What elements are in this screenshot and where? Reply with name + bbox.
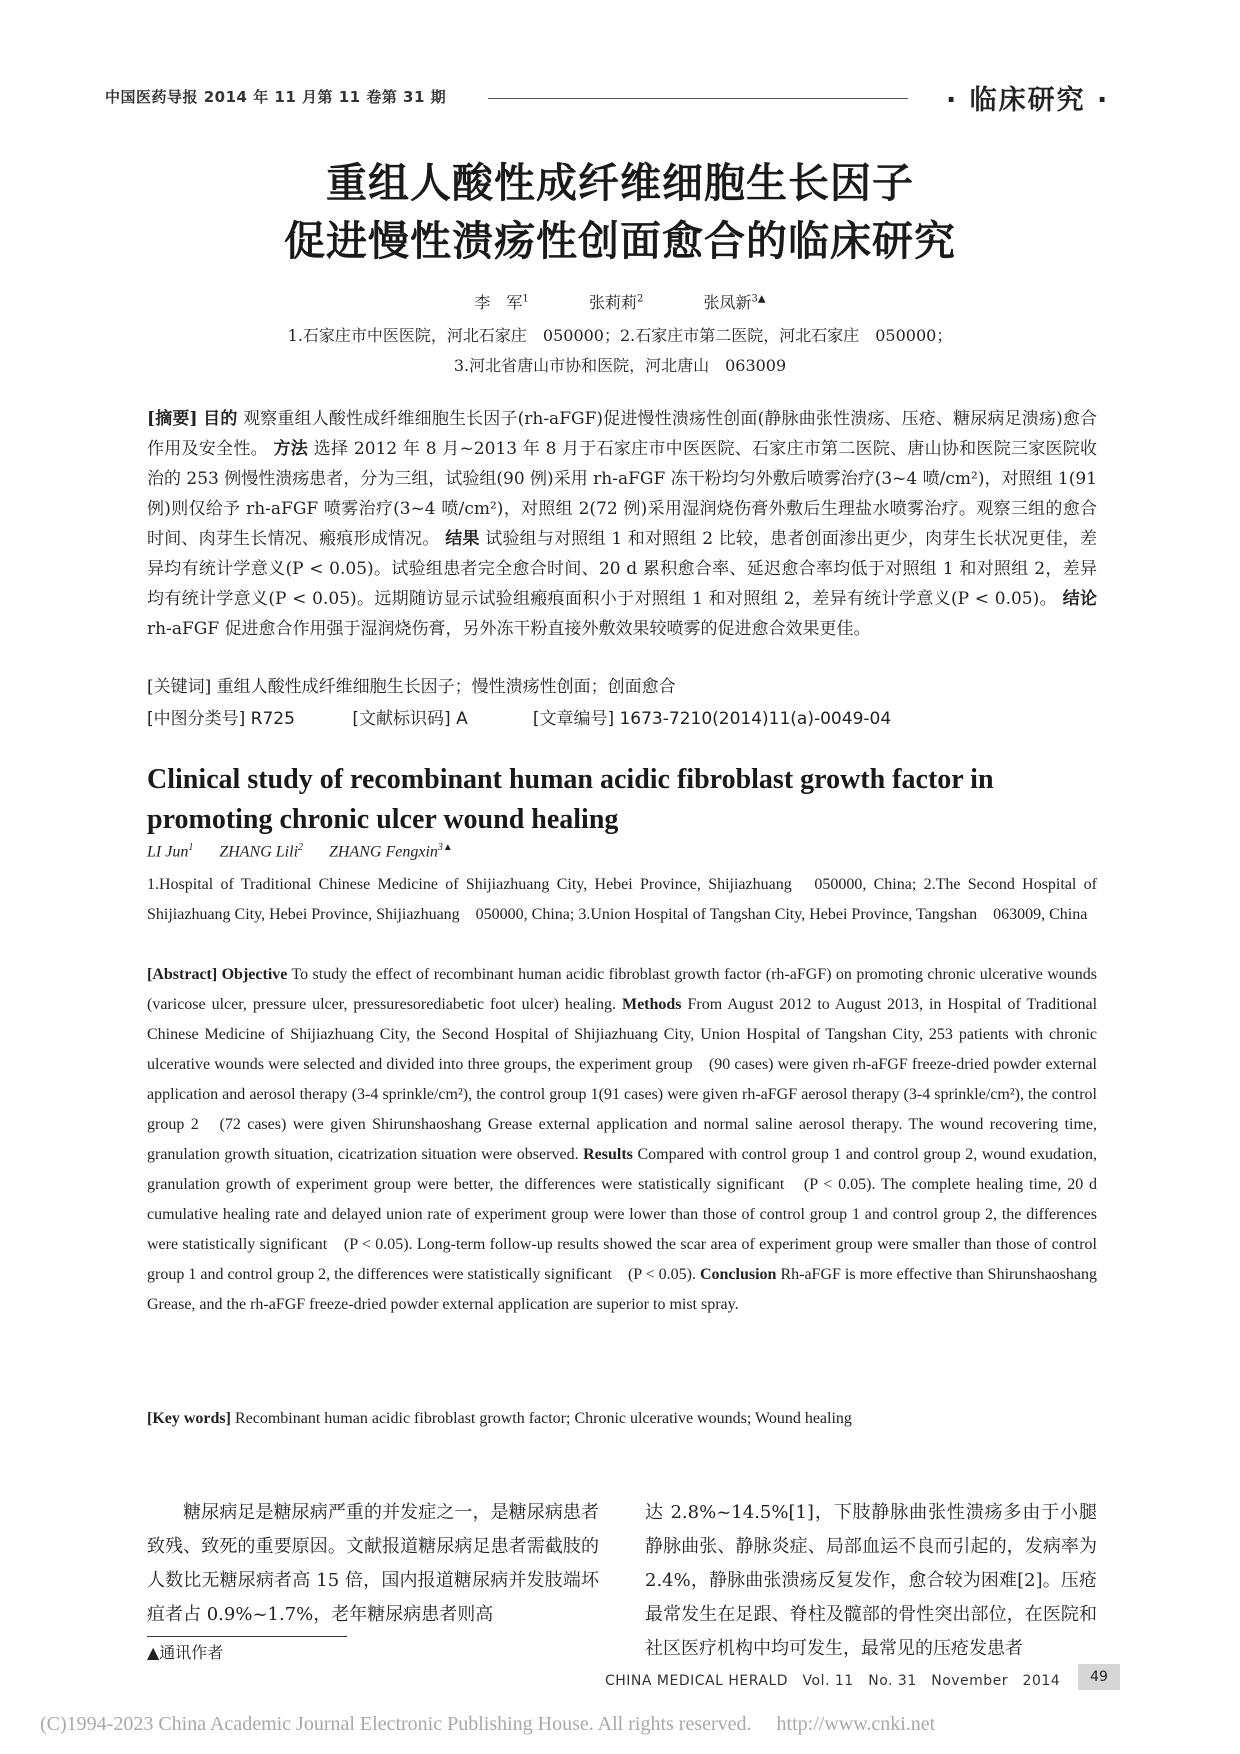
abstract-en-methods-label: Methods — [621, 996, 682, 1013]
authors-cn — [0, 290, 1240, 313]
affiliation-cn-line2: 3.河北省唐山市协和医院，河北唐山 063009 — [453, 356, 787, 375]
page-number: 49 — [1078, 1664, 1120, 1690]
abstract-cn-results-label: 结果 — [445, 529, 480, 549]
keywords-cn-label: [关键词] — [147, 677, 212, 697]
abstract-cn — [147, 404, 1097, 644]
author-cn-2-sup: 2 — [636, 293, 644, 305]
abstract-cn-conclusion: rh-aFGF 促进愈合作用强于湿润烧伤膏，另外冻干粉直接外敷效果较喷雾的促进愈合效果更佳。 — [147, 619, 871, 639]
abstract-cn-objective: 观察重组人酸性成纤维细胞生长因子(rh-aFGF)促进慢性溃疡性创面(静脉曲张性溃疡、压疮、糖尿病足溃疡)愈合作用及安全性。 — [147, 409, 1098, 459]
abstract-cn-conclusion-label: 结论 — [1062, 589, 1098, 609]
keywords-en-text: Recombinant human acidic fibroblast growth factor; Chronic ulcerative wounds; Wound healing — [234, 1410, 852, 1427]
author-cn-1-sup: 1 — [522, 293, 529, 305]
abstract-en-conclusion-label: Conclusion — [699, 1266, 777, 1283]
abstract-en-results: Compared with control group 1 and control group 2, wound exudation, granulation growth of experiment group were better, the differences were statistically significant (P < 0.05). The complete healing time, 20 d cumulative healing rate and delayed union rate of experiment group were lower than those of control group 1 and control group 2, the differences were statistically significant (P < 0.05). Long-term follow-up results showed the scar area of experiment group were smaller than those of control group 1 and control group 2, the differences were statistically significant (P < 0.05). — [147, 1146, 1098, 1283]
author-en-1: LI Jun — [147, 843, 189, 861]
abstract-en — [147, 960, 1114, 1320]
abstract-en-conclusion: Rh-aFGF is more effective than Shirunshaoshang Grease, and the rh-aFGF freeze-dried powder external application are superior to mist spray. — [147, 1266, 1098, 1313]
author-cn-3-sup: 3▲ — [751, 293, 766, 305]
abstract-en-results-label: Results — [583, 1146, 633, 1163]
author-en-1-sup: 1 — [188, 842, 194, 853]
title-en — [147, 760, 1107, 840]
keywords-en-label: [Key words] — [147, 1410, 231, 1427]
header-rule — [488, 98, 908, 99]
body-column-left: 糖尿病足是糖尿病严重的并发症之一，是糖尿病患者致残、致死的重要原因。文献报道糖尿病足患者需截肢的人数比无糖尿病者高 15 倍，国内报道糖尿病并发肢端坏疽者占 0.9%~1.7%，老年糖尿病患者则高 — [147, 1502, 599, 1625]
body-column-right: 达 2.8%~14.5%[1]，下肢静脉曲张性溃疡多由于小腿静脉曲张、静脉炎症、局部血运不良而引起的，发病率为 2.4%，静脉曲张溃疡反复发作，愈合较为困难[2]。压疮最常发生在足跟、脊柱及髋部的骨性突出部位，在医院和社区医疗机构中均可发生，最常见的压疮发患者 — [645, 1502, 1097, 1659]
abstract-cn-results: 试验组与对照组 1 和对照组 2 比较，患者创面渗出更少，肉芽生长状况更佳，差异均有统计学意义(P < 0.05)。试验组患者完全愈合时间、20 d 累积愈合率、延迟愈合率均低于对照组 1 和对照组 2，差异均有统计学意义(P < 0.05)。远期随访显示试验组瘢痕面积小于对照组 1 和对照组 2，差异有统计学意义(P < 0.05)。 — [147, 529, 1098, 609]
affiliation-cn-line1: 1.石家庄市中医医院，河北石家庄 050000；2.石家庄市第二医院，河北石家庄 050000； — [287, 326, 953, 345]
title-cn-line2: 促进慢性溃疡性创面愈合的临床研究 — [284, 217, 956, 265]
clc-number: [中图分类号] R725 — [147, 709, 295, 729]
abstract-en-label: [Abstract] — [147, 966, 218, 983]
title-en-line2: promoting chronic ulcer wound healing — [147, 804, 619, 835]
document-code: [文献标识码] A — [352, 709, 468, 729]
keywords-cn-text: 重组人酸性成纤维细胞生长因子；慢性溃疡性创面；创面愈合 — [216, 677, 676, 697]
author-cn-3: 张凤新 — [703, 293, 752, 312]
section-label: · 临床研究 · — [946, 85, 1110, 116]
abstract-cn-methods: 选择 2012 年 8 月~2013 年 8 月于石家庄市中医医院、石家庄市第二医院、唐山协和医院三家医院收治的 253 例慢性溃疡患者，分为三组，试验组(90 例)采用 rh-aFGF 冻干粉均匀外敷后喷雾治疗(3~4 喷/cm²)，对照组 1(91 例)则仅给予 rh-aFGF 喷雾治疗(3~4 喷/cm²)，对照组 2(72 例)采用湿润烧伤膏外敷后生理盐水喷雾治疗。观察三组的愈合时间、肉芽生长情况、瘢痕形成情况。 — [147, 439, 1098, 549]
journal-header: 中国医药导报 2014 年 11 月第 11 卷第 31 期 — [105, 88, 447, 106]
corresponding-author-footnote: ▲通讯作者 — [147, 1643, 224, 1662]
author-cn-1: 李 军 — [474, 293, 523, 312]
abstract-en-objective-label: Objective — [221, 966, 288, 983]
abstract-cn-label: [摘要] — [147, 409, 198, 429]
classification-line — [147, 704, 1097, 729]
title-cn-line1: 重组人酸性成纤维细胞生长因子 — [326, 159, 914, 207]
author-cn-2: 张莉莉 — [588, 293, 637, 312]
journal-footer: CHINA MEDICAL HERALD Vol. 11 No. 31 November 2014 — [605, 1673, 1061, 1689]
abstract-cn-objective-label: 目的 — [203, 409, 238, 429]
abstract-en-methods: From August 2012 to August 2013, in Hospital of Traditional Chinese Medicine of Shijiazhuang City, the Second Hospital of Shijiazhuang City, Union Hospital of Tangshan City, 253 patients with chronic ulcerative wounds were selected and divided into three groups, the experiment group (90 cases) were given rh-aFGF freeze-dried powder external application and aerosol therapy (3-4 sprinkle/cm²), the control group 1(91 cases) were given rh-aFGF aerosol therapy (3-4 sprinkle/cm²), the control group 2 (72 cases) were given Shirunshaoshang Grease external application and normal saline aerosol therapy. The wound recovering time, granulation growth situation, cicatrization situation were observed. — [147, 996, 1098, 1163]
abstract-cn-methods-label: 方法 — [273, 439, 309, 459]
copyright-watermark: (C)1994-2023 China Academic Journal Electronic Publishing House. All rights reserved. http://www.cnki.net — [40, 1713, 936, 1735]
authors-en — [147, 842, 453, 861]
abstract-en-objective: To study the effect of recombinant human acidic fibroblast growth factor (rh-aFGF) on promoting chronic ulcerative wounds (varicose ulcer, pressure ulcer, pressuresorediabetic foot ulcer) healing. — [147, 966, 1114, 1013]
keywords-en — [147, 1410, 1097, 1428]
affiliations-en: 1.Hospital of Traditional Chinese Medicine of Shijiazhuang City, Hebei Province, Shijiazhuang 050000, China; 2.The Second Hospital of Shijiazhuang City, Hebei Province, Shijiazhuang 050000, China; 3.Union Hospital of Tangshan City, Hebei Province, Tangshan 063009, China — [147, 876, 1097, 923]
keywords-cn — [147, 672, 1097, 697]
author-en-3: ZHANG Fengxin — [329, 843, 438, 861]
footnote-rule — [147, 1636, 347, 1637]
author-en-3-sup: 3▲ — [437, 842, 453, 853]
author-en-2: ZHANG Lili — [219, 843, 299, 861]
title-en-line1: Clinical study of recombinant human acidic fibroblast growth factor in — [147, 764, 994, 795]
author-en-2-sup: 2 — [298, 842, 304, 853]
article-number: [文章编号] 1673-7210(2014)11(a)-0049-04 — [532, 709, 892, 729]
